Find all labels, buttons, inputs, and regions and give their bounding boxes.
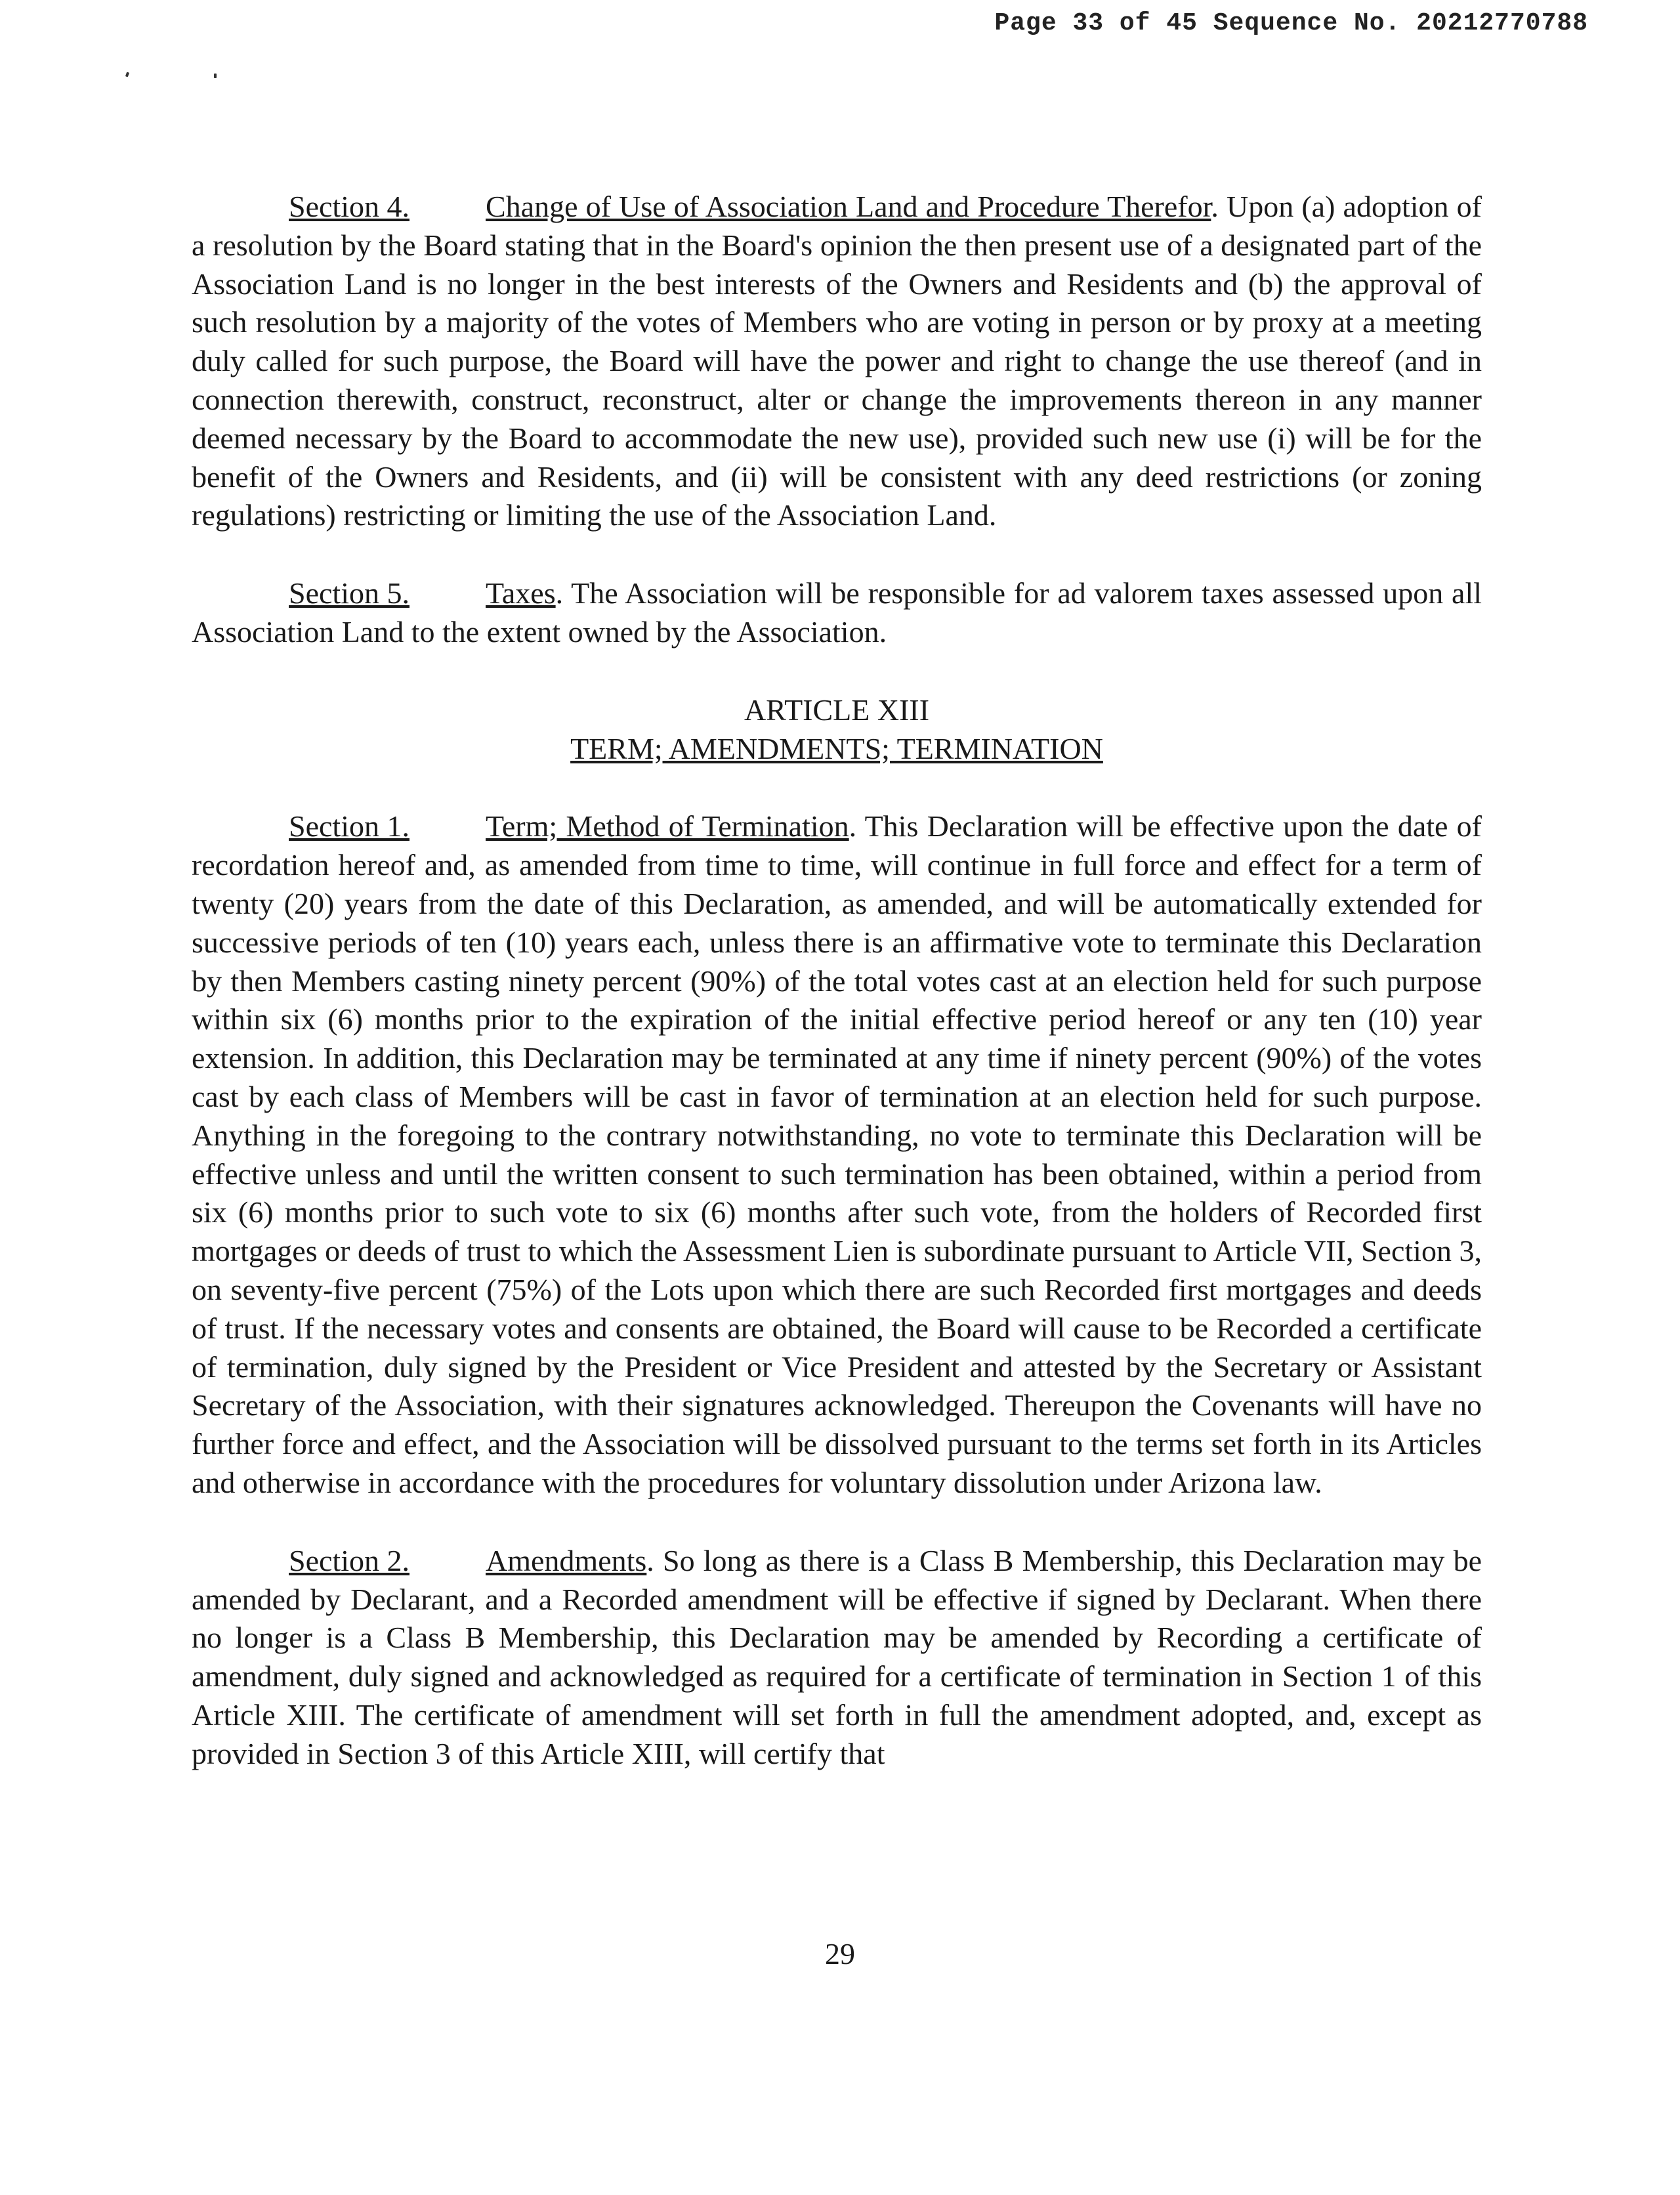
section-body: So long as there is a Class B Membership, this Declaration may be amended by Declarant, and a Recorded amendment will be effective if signed by Declarant. When there no longer is a Class B Membership, this Declaration may be amended by Recording a certificate of amendment, duly signed and acknowledged as required for a certificate of termination in Section 1 of this Article XIII. The certificate of amendment will set forth in full the amendment adopted, and, except as provided in Section 3 of this Article XIII, will certify that bbox=[192, 1543, 1482, 1770]
article-section-1-paragraph bbox=[192, 807, 1482, 1502]
article-section-2-paragraph bbox=[192, 1542, 1482, 1774]
section-label: Section 1. bbox=[289, 809, 410, 843]
section-title: Term; Method of Termination bbox=[486, 809, 849, 843]
section-title: Taxes bbox=[486, 576, 556, 610]
section-period: . bbox=[646, 1543, 654, 1577]
article-title: TERM; AMENDMENTS; TERMINATION bbox=[570, 731, 1103, 765]
section-body: Upon (a) adoption of a resolution by the Board stating that in the Board's opinion the then present use of a designated part of the Association Land is no longer in the best interests of the Owners and Residents and (b) the approval of such resolution by a majority of the votes of Members who are voting in person or by proxy at a meeting duly called for such purpose, the Board will have the power and right to change the use thereof (and in connection therewith, construct, reconstruct, alter or change the improvements thereon in any manner deemed necessary by the Board to accommodate the new use), provided such new use (i) will be for the benefit of the Owners and Residents, and (ii) will be consistent with any deed restrictions (or zoning regulations) restricting or limiting the use of the Association Land. bbox=[192, 190, 1482, 532]
section-5-paragraph bbox=[192, 574, 1482, 652]
article-heading bbox=[192, 691, 1482, 769]
page-sequence-header: Page 33 of 45 Sequence No. 20212770788 bbox=[994, 9, 1588, 37]
section-period: . bbox=[849, 809, 857, 843]
section-body: This Declaration will be effective upon the date of recordation hereof and, as amended from time to time, will continue in full force and effect for a term of twenty (20) years from the date of this Declaration, as amended, and will be automatically extended for successive periods of ten (10) years each, unless there is an affirmative vote to terminate this Declaration by then Members casting ninety percent (90%) of the total votes cast at an election held for such purpose within six (6) months prior to the expiration of the initial effective period hereof or any ten (10) year extension. In addition, this Declaration may be terminated at any time if ninety percent (90%) of the votes cast by each class of Members will be cast in favor of termination at an election held for such purpose. Anything in the foregoing to the contrary notwithstanding, no vote to terminate this Declaration will be effective unless and until the written consent to such termination has been obtained, within a period from six (6) months prior to such vote to six (6) months after such vote, from the holders of Recorded first mortgages or deeds of trust to which the Assessment Lien is subordinate pursuant to Article VII, Section 3, on seventy-five percent (75%) of the Lots upon which there are such Recorded first mortgages and deeds of trust. If the necessary votes and consents are obtained, the Board will cause to be Recorded a certificate of termination, duly signed by the President or Vice President and attested by the Secretary or Assistant Secretary of the Association, with their signatures acknowledged. Thereupon the Covenants will have no further force and effect, and the Association will be dissolved pursuant to the terms set forth in its Articles and otherwise in accordance with the procedures for voluntary dissolution under Arizona law. bbox=[192, 809, 1482, 1499]
section-label: Section 4. bbox=[289, 190, 410, 223]
article-number: ARTICLE XIII bbox=[744, 693, 930, 727]
section-body: The Association will be responsible for ad valorem taxes assessed upon all Association Land to the extent owned by the Association. bbox=[192, 576, 1482, 649]
section-period: . bbox=[555, 576, 564, 610]
section-4-paragraph bbox=[192, 188, 1482, 535]
scan-speck bbox=[214, 74, 217, 78]
scan-specks bbox=[125, 71, 230, 84]
section-period: . bbox=[1211, 190, 1219, 223]
page-number: 29 bbox=[825, 1937, 855, 1971]
section-label: Section 2. bbox=[289, 1543, 410, 1577]
scan-speck bbox=[125, 72, 129, 77]
section-title: Amendments bbox=[486, 1543, 647, 1577]
section-label: Section 5. bbox=[289, 576, 410, 610]
document-body bbox=[192, 188, 1482, 1812]
section-title: Change of Use of Association Land and Procedure Therefor bbox=[486, 190, 1211, 223]
